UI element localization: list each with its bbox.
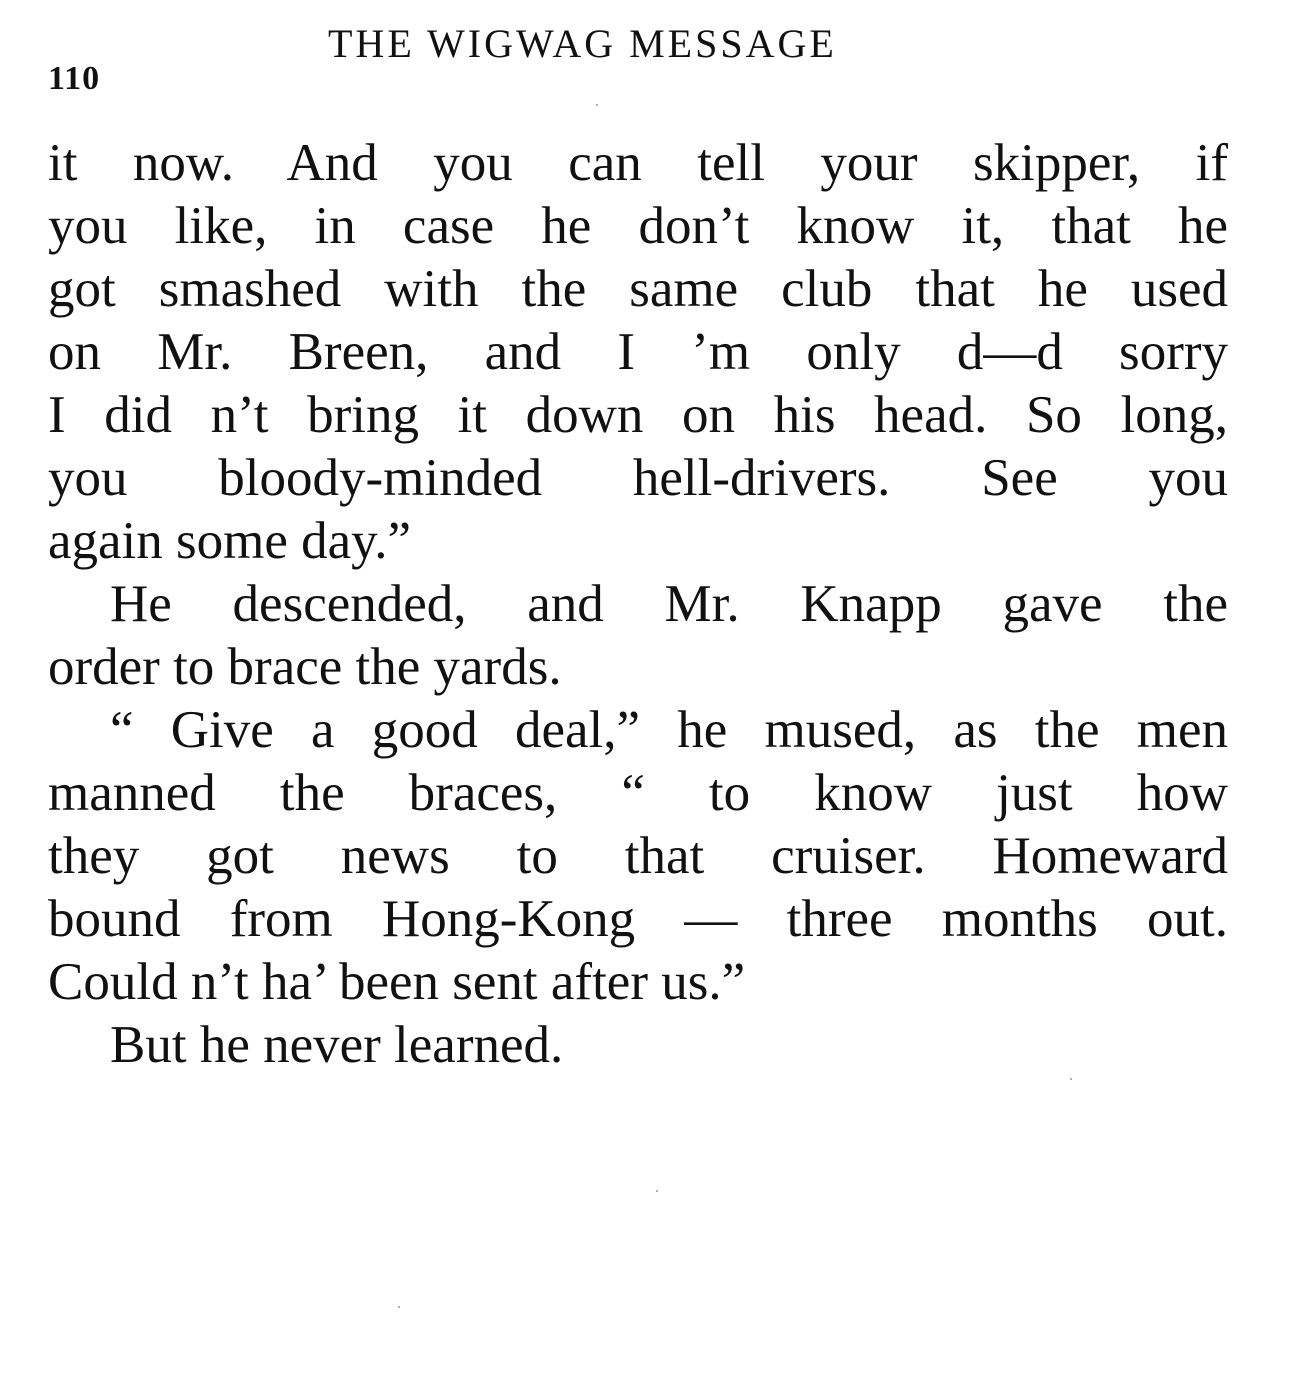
text-line: manned the braces, “ to know just how	[48, 764, 1228, 822]
text-line: “ Give a good deal,” he mused, as the men	[110, 701, 1228, 759]
text-line: again some day.”	[48, 512, 412, 570]
text-line: it now. And you can tell your skipper, if	[48, 134, 1228, 192]
text-line: But he never learned.	[110, 1016, 564, 1074]
text-line: Could n’t ha’ been sent after us.”	[48, 953, 746, 1011]
text-line: He descended, and Mr. Knapp gave the	[110, 575, 1228, 633]
text-line: bound from Hong-Kong — three months out.	[48, 890, 1228, 948]
text-line: got smashed with the same club that he used	[48, 260, 1228, 318]
paper-speck	[656, 1190, 658, 1192]
text-line: you bloody-minded hell-drivers. See you	[48, 449, 1228, 507]
text-line: I did n’t bring it down on his head. So long,	[48, 386, 1228, 444]
text-line: on Mr. Breen, and I ’m only d—d sorry	[48, 323, 1228, 381]
paper-speck	[1070, 1078, 1072, 1080]
text-line: order to brace the yards.	[48, 638, 562, 696]
page-number: 110	[48, 60, 101, 97]
paper-speck	[398, 1306, 400, 1308]
body-text	[48, 132, 1228, 1077]
text-line: they got news to that cruiser. Homeward	[48, 827, 1228, 885]
paper-speck	[596, 104, 598, 106]
text-line: you like, in case he don’t know it, that he	[48, 197, 1228, 255]
running-head: THE WIGWAG MESSAGE	[328, 21, 837, 66]
